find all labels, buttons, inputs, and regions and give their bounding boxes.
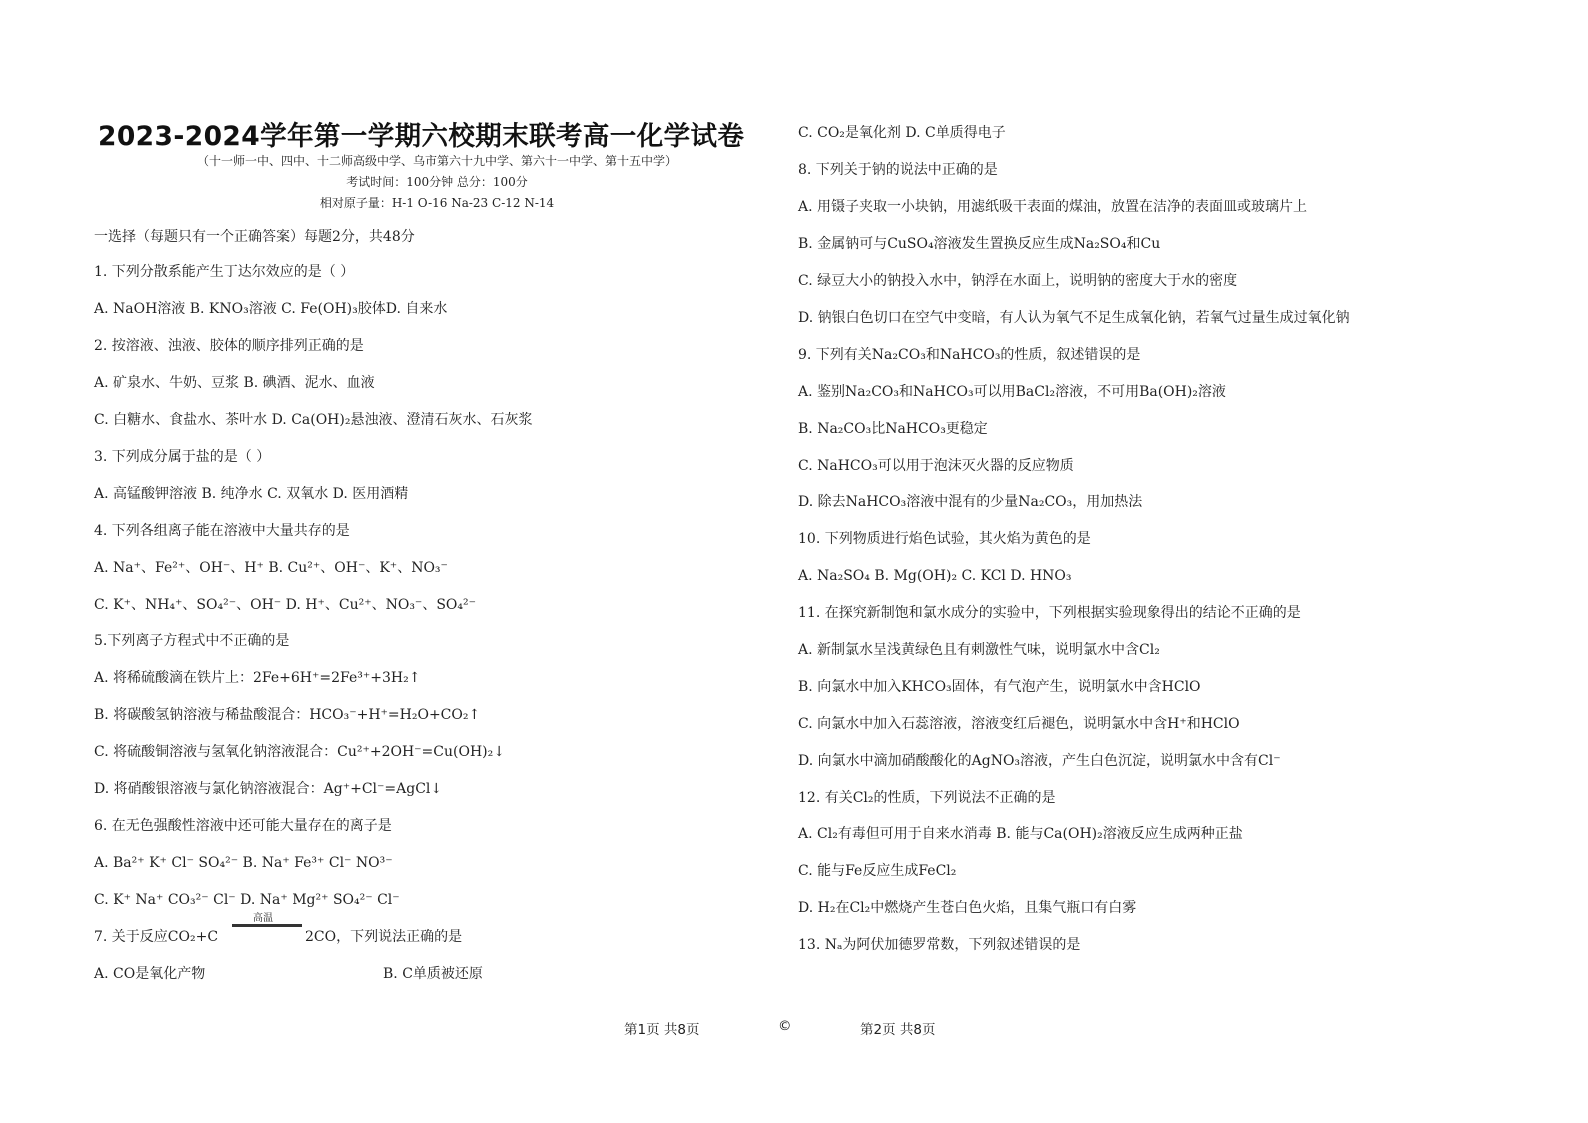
question-line: A. Na₂SO₄ B. Mg(OH)₂ C. KCl D. HNO₃ <box>798 568 1072 584</box>
question-line: C. 能与Fe反应生成FeCl₂ <box>798 863 957 879</box>
question-line: B. 金属钠可与CuSO₄溶液发生置换反应生成Na₂SO₄和Cu <box>798 236 1161 252</box>
question-line: C. 向氯水中加入石蕊溶液，溶液变红后褪色，说明氯水中含H⁺和HClO <box>798 716 1240 732</box>
question-line: A. 鉴别Na₂CO₃和NaHCO₃可以用BaCl₂溶液，不可用Ba(OH)₂溶液 <box>798 384 1226 400</box>
question-line: C. CO₂是氧化剂 D. C单质得电子 <box>798 125 1006 141</box>
page-number-right: 第2页 共8页 <box>860 1022 936 1038</box>
copyright-symbol: © <box>778 1018 792 1034</box>
question-line: B. Na₂CO₃比NaHCO₃更稳定 <box>798 421 988 437</box>
question-line: 10. 下列物质进行焰色试验，其火焰为黄色的是 <box>798 531 1091 547</box>
question-line: 11. 在探究新制饱和氯水成分的实验中，下列根据实验现象得出的结论不正确的是 <box>798 605 1301 621</box>
question-line: 6. 在无色强酸性溶液中还可能大量存在的离子是 <box>94 818 392 834</box>
question-line: A. 高锰酸钾溶液 B. 纯净水 C. 双氧水 D. 医用酒精 <box>94 486 409 502</box>
q7-option-b: B. C单质被还原 <box>383 966 483 982</box>
reaction-condition: 高温 <box>253 913 273 924</box>
question-line: 12. 有关Cl₂的性质，下列说法不正确的是 <box>798 790 1056 806</box>
question-line: 8. 下列关于钠的说法中正确的是 <box>798 162 998 178</box>
question-line: C. 绿豆大小的钠投入水中，钠浮在水面上，说明钠的密度大于水的密度 <box>798 273 1238 289</box>
question-line: A. Ba²⁺ K⁺ Cl⁻ SO₄²⁻ B. Na⁺ Fe³⁺ Cl⁻ NO³⁻ <box>94 855 393 871</box>
question-line: D. 除去NaHCO₃溶液中混有的少量Na₂CO₃，用加热法 <box>798 494 1143 510</box>
question-line: A. 将稀硫酸滴在铁片上：2Fe+6H⁺=2Fe³⁺+3H₂↑ <box>94 670 421 686</box>
question-line: D. 向氯水中滴加硝酸酸化的AgNO₃溶液，产生白色沉淀，说明氯水中含有Cl⁻ <box>798 753 1281 769</box>
question-line: B. 向氯水中加入KHCO₃固体，有气泡产生，说明氯水中含HClO <box>798 679 1201 695</box>
question-line: 3. 下列成分属于盐的是（ ） <box>94 449 271 465</box>
question-line: A. Na⁺、Fe²⁺、OH⁻、H⁺ B. Cu²⁺、OH⁻、K⁺、NO₃⁻ <box>94 560 448 576</box>
q7-option-a: A. CO是氧化产物 <box>94 966 206 982</box>
reaction-arrow-line <box>232 924 302 927</box>
question-line: A. 矿泉水、牛奶、豆浆 B. 碘酒、泥水、血液 <box>94 375 375 391</box>
question-line: C. 白糖水、食盐水、茶叶水 D. Ca(OH)₂悬浊液、澄清石灰水、石灰浆 <box>94 412 533 428</box>
q7-stem-left: 7. 关于反应CO₂+C <box>94 929 219 945</box>
q7-stem-right: 2CO，下列说法正确的是 <box>305 929 463 945</box>
section-heading: 一选择（每题只有一个正确答案）每题2分，共48分 <box>94 229 415 245</box>
page-number-left: 第1页 共8页 <box>624 1022 700 1038</box>
question-line: A. NaOH溶液 B. KNO₃溶液 C. Fe(OH)₃胶体D. 自来水 <box>94 301 448 317</box>
question-line: 1. 下列分散系能产生丁达尔效应的是（ ） <box>94 264 355 280</box>
question-line: 13. Nₐ为阿伏加德罗常数，下列叙述错误的是 <box>798 937 1081 953</box>
question-line: A. 用镊子夹取一小块钠，用滤纸吸干表面的煤油，放置在洁净的表面皿或玻璃片上 <box>798 199 1308 215</box>
question-line: 2. 按溶液、浊液、胶体的顺序排列正确的是 <box>94 338 364 354</box>
question-line: C. 将硫酸铜溶液与氢氧化钠溶液混合：Cu²⁺+2OH⁻=Cu(OH)₂↓ <box>94 744 505 760</box>
question-line: 9. 下列有关Na₂CO₃和NaHCO₃的性质，叙述错误的是 <box>798 347 1141 363</box>
question-line: D. 钠银白色切口在空气中变暗，有人认为氧气不足生成氧化钠，若氧气过量生成过氧化钠 <box>798 310 1350 326</box>
question-line: A. 新制氯水呈浅黄绿色且有刺激性气味，说明氯水中含Cl₂ <box>798 642 1160 658</box>
question-line: 5.下列离子方程式中不正确的是 <box>94 633 290 649</box>
atomic-masses: 相对原子量：H-1 O-16 Na-23 C-12 N-14 <box>319 196 555 210</box>
question-line: D. H₂在Cl₂中燃烧产生苍白色火焰，且集气瓶口有白雾 <box>798 900 1137 916</box>
exam-title: 2023-2024学年第一学期六校期末联考高一化学试卷 <box>98 121 745 152</box>
question-line: A. Cl₂有毒但可用于自来水消毒 B. 能与Ca(OH)₂溶液反应生成两种正盐 <box>798 826 1243 842</box>
question-line: 4. 下列各组离子能在溶液中大量共存的是 <box>94 523 350 539</box>
exam-time-score: 考试时间：100分钟 总分：100分 <box>346 175 528 189</box>
question-line: B. 将碳酸氢钠溶液与稀盐酸混合：HCO₃⁻+H⁺=H₂O+CO₂↑ <box>94 707 481 723</box>
question-line: D. 将硝酸银溶液与氯化钠溶液混合：Ag⁺+Cl⁻=AgCl↓ <box>94 781 443 797</box>
question-line: C. K⁺ Na⁺ CO₃²⁻ Cl⁻ D. Na⁺ Mg²⁺ SO₄²⁻ Cl⁻ <box>94 892 400 908</box>
question-line: C. K⁺、NH₄⁺、SO₄²⁻、OH⁻ D. H⁺、Cu²⁺、NO₃⁻、SO₄²⁻ <box>94 597 476 613</box>
question-line: C. NaHCO₃可以用于泡沫灭火器的反应物质 <box>798 458 1074 474</box>
school-list: （十一师一中、四中、十二师高级中学、乌市第六十九中学、第六十一中学、第十五中学） <box>196 154 677 168</box>
